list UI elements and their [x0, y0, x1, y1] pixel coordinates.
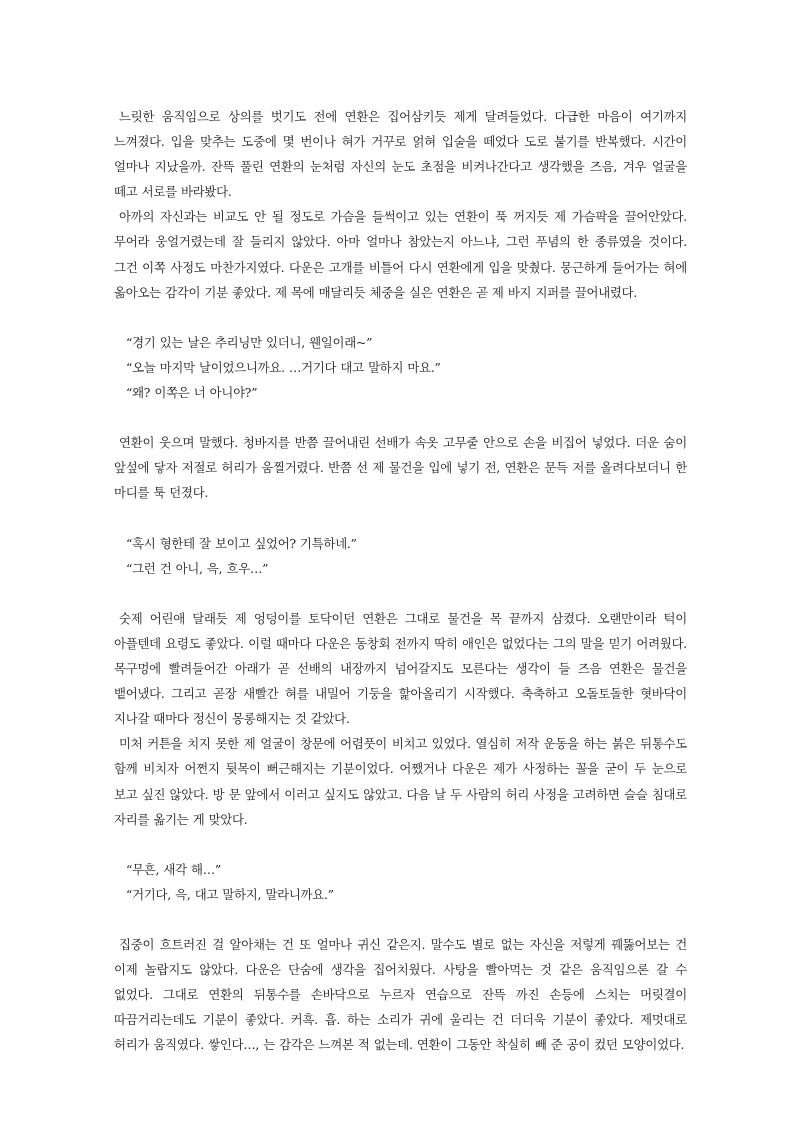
dialogue-line: “혹시 형한테 잘 보이고 싶었어? 기특하네.” — [126, 535, 357, 551]
document-text — [114, 104, 687, 1058]
paragraph-spacer — [114, 581, 687, 606]
paragraph: 미처 커튼을 치지 못한 제 얼굴이 창문에 어렴풋이 비치고 있었다. 열심히 저작 운동을 하는 붉은 뒤통수도 함께 비치자 어쩐지 뒷목이 뻐근해지는 기분이었다. 어쨌거나 다운은 제가 사정하는 꼴을 굳이 두 눈으로 보고 싶진 않았다. 방 문 앞에서 이러고 싶지도 않았고. 다음 날 두 사람의 허리 사정을 고려하면 슬슬 침대로 자리를 옮기는 게 맞았다. — [114, 736, 687, 827]
dialogue-line: “무흔, 새각 해…” — [126, 861, 221, 877]
dialogue-line: “경기 있는 날은 추리닝만 있더니, 웬일이래~” — [126, 334, 373, 350]
dialogue-line: “오늘 마지막 날이었으니까요. …거기다 대고 말하지 마요.” — [126, 359, 441, 375]
paragraph-spacer — [114, 305, 687, 330]
dialogue-line: “왜? 이쪽은 너 아니야?” — [126, 385, 258, 401]
dialogue-line: “그런 건 아니, 윽, 흐우…” — [126, 560, 269, 576]
paragraph-spacer — [114, 832, 687, 857]
paragraph: 집중이 흐트러진 걸 알아채는 건 또 얼마나 귀신 같은지. 말수도 별로 없는 자신을 저렇게 꿰뚫어보는 건 이제 놀랍지도 않았다. 다운은 단숨에 생각을 집어치웠다. 사탕을 빨아먹는 것 같은 움직임으론 갈 수 없었다. 그대로 연환의 뒤통수를 손바닥으로 누르자 연습으로 잔뜩 까진 손등에 스치는 머릿결이 따끔거리는데도 기분이 좋았다. 커흑. 흡. 하는 소리가 귀에 울리는 건 더더욱 기분이 좋았다. 제멋대로 허리가 움직였다. 쌓인다…, 는 감각은 느껴본 적 없는데. 연환이 그동안 착실히 빼 준 공이 컸던 모양이었다. — [114, 937, 687, 1053]
paragraph: 아까의 자신과는 비교도 안 될 정도로 가슴을 들썩이고 있는 연환이 푹 꺼지듯 제 가슴팍을 끌어안았다. 무어라 웅얼거렸는데 잘 들리지 않았다. 아마 얼마나 참았는지 아느냐, 그런 푸념의 한 종류였을 것이다. 그건 이쪽 사정도 마찬가지였다. 다운은 고개를 비틀어 다시 연환에게 입을 맞췄다. 뭉근하게 들어가는 혀에 옮아오는 감각이 기분 좋았다. 제 목에 매달리듯 체중을 실은 연환은 곧 제 바지 지퍼를 끌어내렸다. — [114, 209, 687, 300]
paragraph: 느릿한 움직임으로 상의를 벗기도 전에 연환은 집어삼키듯 제게 달려들었다. 다급한 마음이 여기까지 느껴졌다. 입을 맞추는 도중에 몇 번이나 혀가 거꾸로 얽혀 입술을 떼었다 도로 붙기를 반복했다. 시간이 얼마나 지났을까. 잔뜩 풀린 연환의 눈처럼 자신의 눈도 초점을 비켜나간다고 생각했을 즈음, 겨우 얼굴을 떼고 서로를 바라봤다. — [114, 109, 687, 200]
paragraph-spacer — [114, 506, 687, 531]
paragraph: 숫제 어린애 달래듯 제 엉덩이를 토닥이던 연환은 그대로 물건을 목 끝까지 삼켰다. 오랜만이라 턱이 아플텐데 요령도 좋았다. 이럴 때마다 다운은 동창회 전까지 딱히 애인은 없었다는 그의 말을 믿기 어려웠다. 목구멍에 빨려들어간 아래가 곧 선배의 내장까지 넘어갈지도 모른다는 생각이 들 즈음 연환은 물건을 뱉어냈다. 그리고 곧장 새빨간 혀를 내밀어 기둥을 핥아올리기 시작했다. 축축하고 오돌토돌한 혓바닥이 지나갈 때마다 정신이 몽롱해지는 것 같았다. — [114, 610, 687, 727]
paragraph-spacer — [114, 907, 687, 932]
dialogue-line: “거기다, 윽, 대고 말하지, 말라니까요.” — [126, 886, 334, 902]
paragraph-spacer — [114, 405, 687, 430]
paragraph: 연환이 웃으며 말했다. 청바지를 반쯤 끌어내린 선배가 속옷 고무줄 안으로 손을 비집어 넣었다. 더운 숨이 앞섶에 닿자 저절로 허리가 움찔거렸다. 반쯤 선 제 물건을 입에 넣기 전, 연환은 문득 저를 올려다보더니 한 마디를 툭 던졌다. — [114, 435, 687, 501]
